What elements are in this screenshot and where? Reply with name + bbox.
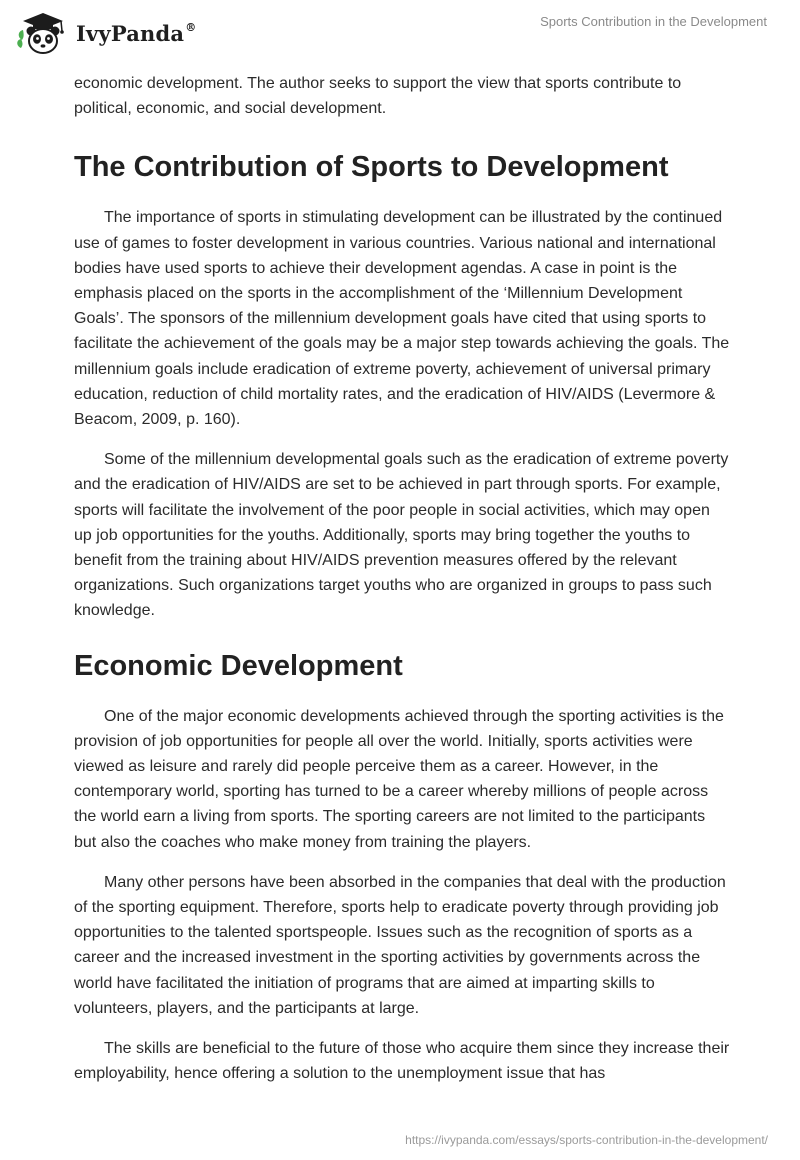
paragraph: The importance of sports in stimulating development can be illustrated by the continued use of games to foster development in various countries. Various national and international bodies have used sports to achieve their development agendas. A case in point is the emphasis placed on the sports in the accomplishment of the ‘Millennium Development Goals’. The sponsors of the millennium development goals have cited that using sports to facilitate the achievement of the goals may be a major step towards achieving the goals. The millennium goals include eradication of extreme poverty, achievement of universal primary education, reduction of child mortality rates, and the eradication of HIV/AIDS (Levermore & Beacom, 2009, p. 160). [74,209,730,429]
paragraph: The skills are beneficial to the future of those who acquire them since they increase their employability, hence offering a solution to the unemployment issue that has [74,1040,730,1083]
page-header [0,0,800,70]
intro-paragraph: economic development. The author seeks to support the view that sports contribute to political, economic, and social development. [74,75,682,118]
source-url[interactable]: https://ivypanda.com/essays/sports-contribution-in-the-development/ [405,1133,768,1147]
ivypanda-logo[interactable] [16,10,196,56]
brand-name: IvyPanda® [76,20,197,46]
paragraph: Some of the millennium developmental goals such as the eradication of extreme poverty and the eradication of HIV/AIDS are set to be achieved in part through sports. For example, sports will facilitate the involvement of the poor people in social activities, which may open up job opportunities for the youths. Additionally, sports may bring together the youths to benefit from the training about HIV/AIDS prevention measures offered by the relevant organizations. Such organizations target youths who are organized in groups to pass such knowledge. [74,451,729,620]
section-heading-contribution: The Contribution of Sports to Development [74,151,669,184]
paragraph: Many other persons have been absorbed in the companies that deal with the production of the sporting equipment. Therefore, sports help to eradicate poverty through providing job opportunities to the talented sportspeople. Issues such as the recognition of sports as a career and the increased investment in the sporting activities by governments across the world have facilitated the initiation of programs that are aimed at imparting skills to volunteers, players, and the participants at large. [74,873,726,1017]
document-title: Sports Contribution in the Development [540,14,767,29]
section-heading-economic: Economic Development [74,649,403,682]
essay-content [74,71,730,1087]
paragraph: One of the major economic developments achieved through the sporting activities is the provision of job opportunities for people all over the world. Initially, sports activities were viewed as leisure and rarely did people perceive them as a career. However, in the contemporary world, sporting has turned to be a career whereby millions of people across the world earn a living from sports. The sporting careers are not limited to the participants but also the coaches who make money from training the players. [74,707,724,851]
panda-graduate-icon [16,10,70,56]
